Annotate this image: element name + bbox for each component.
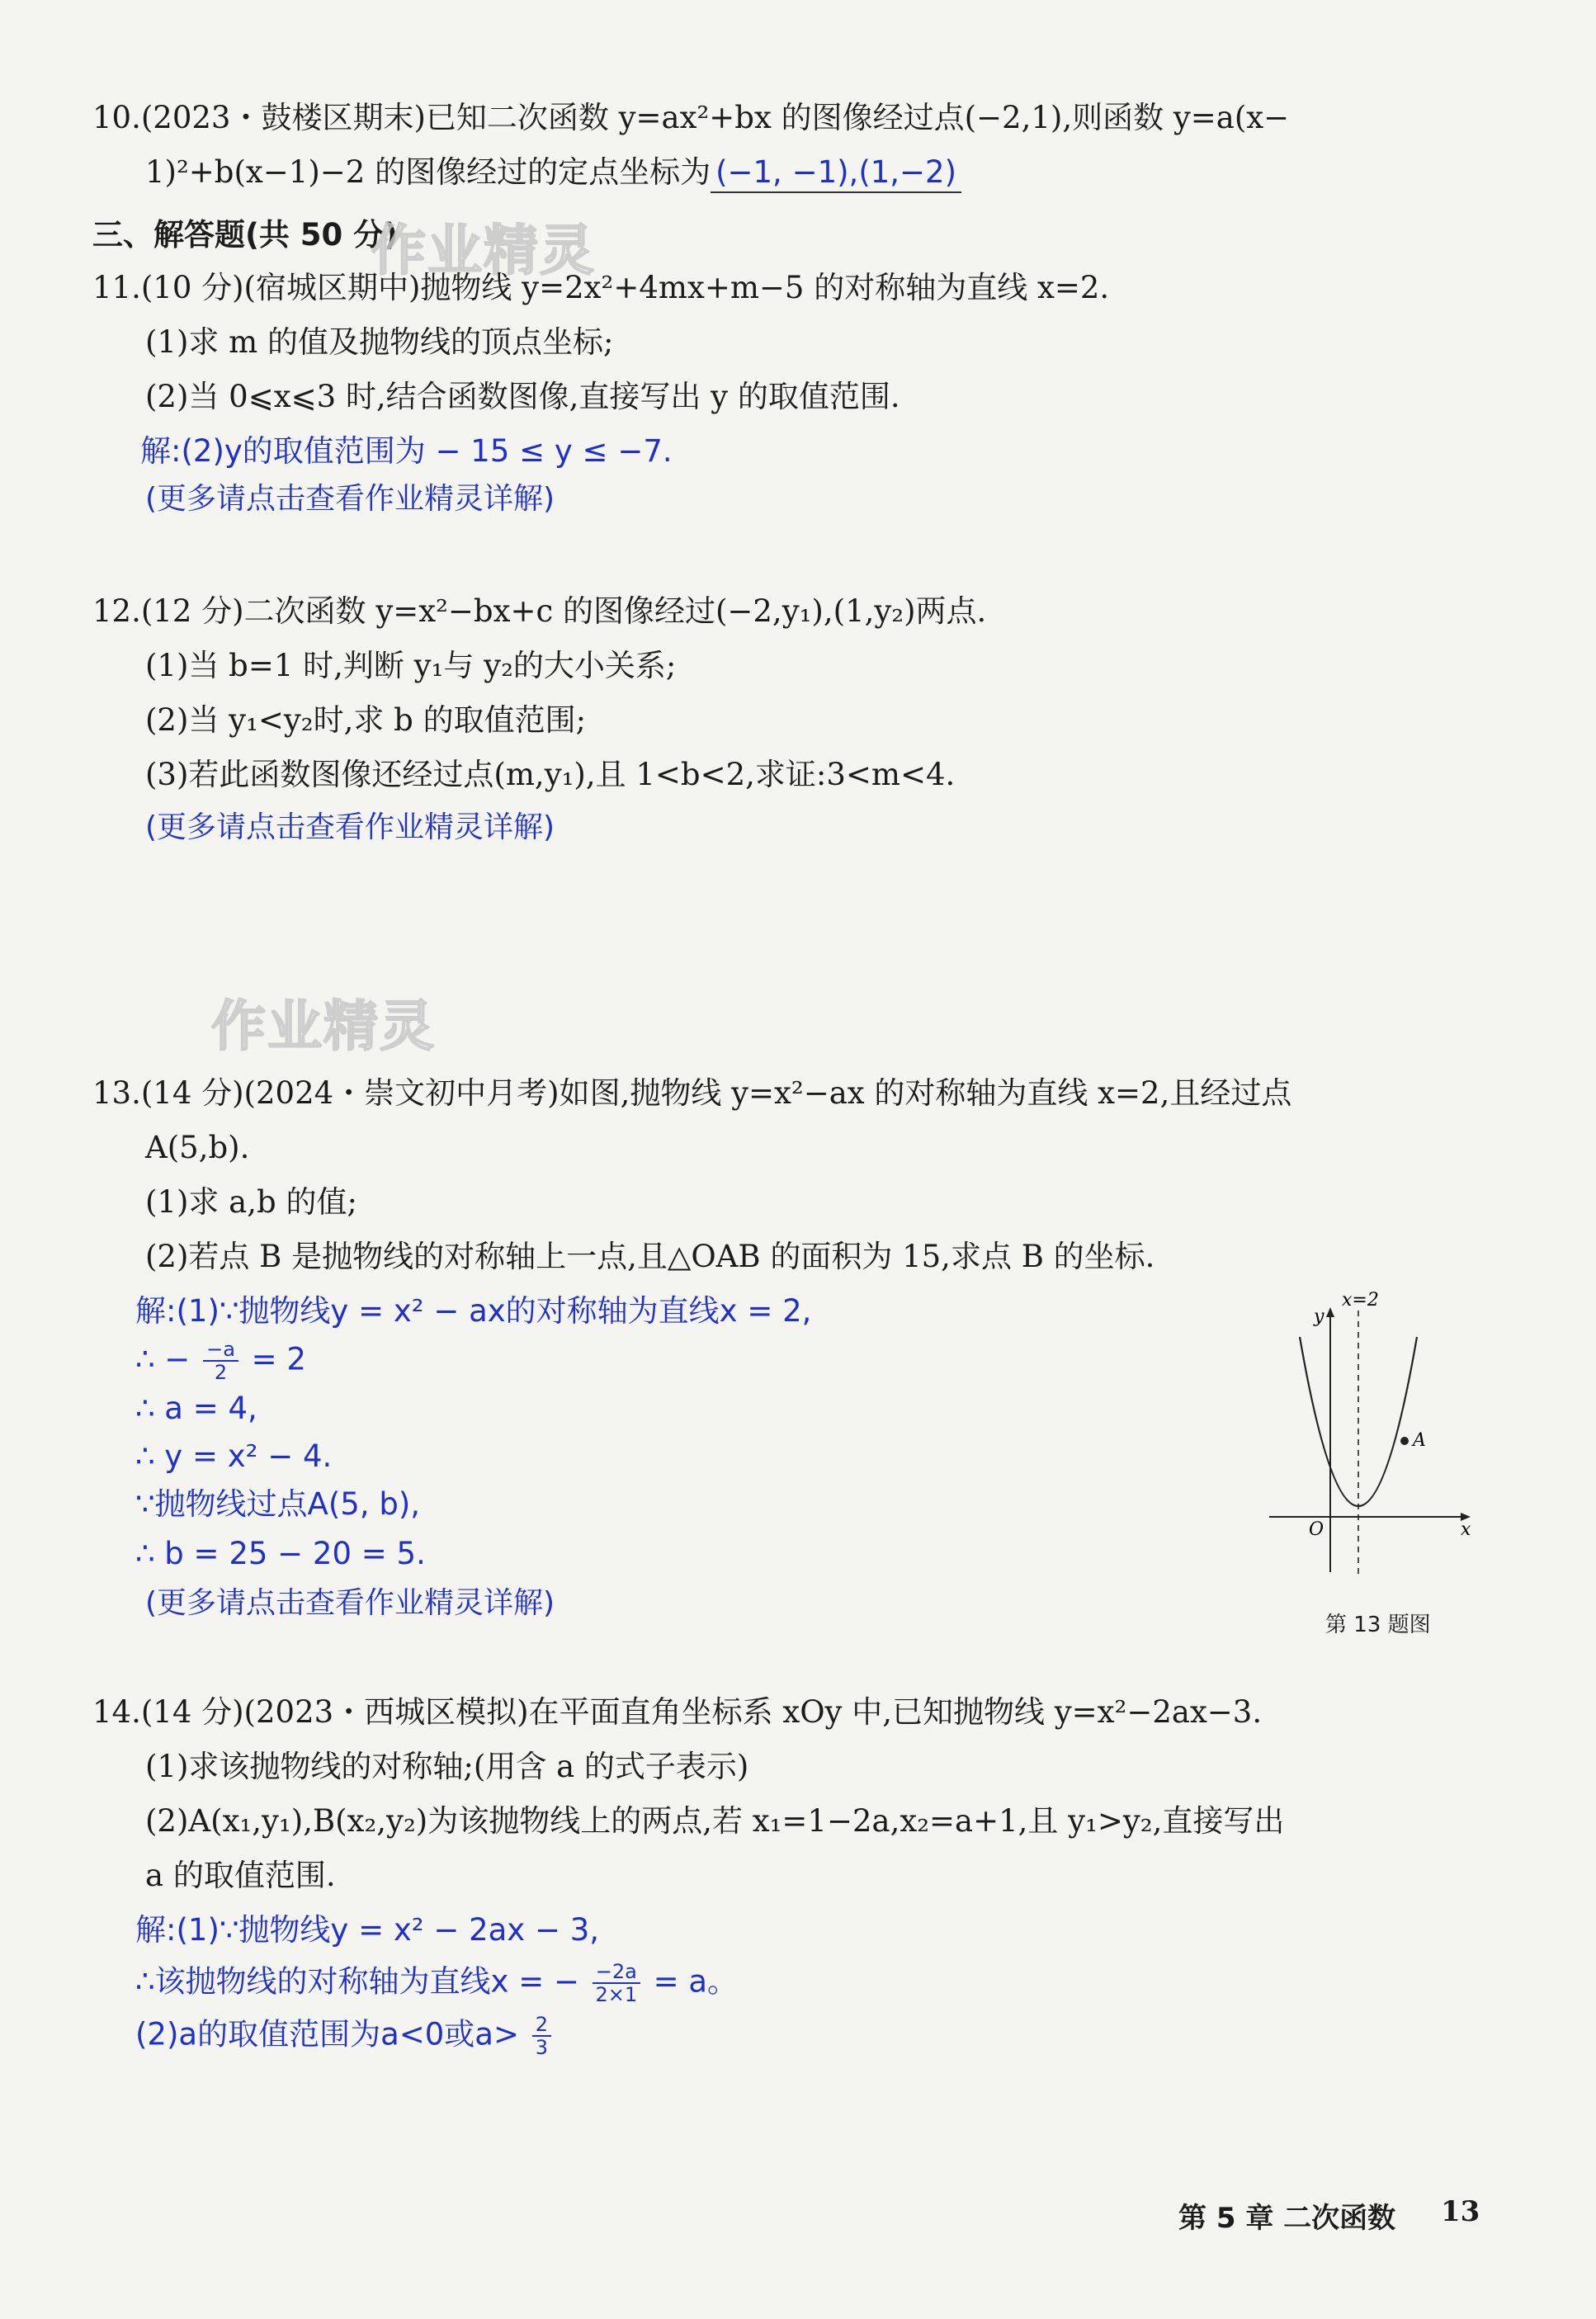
q14-answer-line2 [135, 1961, 738, 2005]
q13-answer-line4: ∴ y = x² − 4. [135, 1438, 333, 1474]
q13-ans2-suffix: = 2 [251, 1341, 306, 1377]
label-o: O [1309, 1519, 1324, 1540]
q12-part3: (3)若此函数图像还经过点(m,y₁),且 1<b<2,求证:3<m<4. [145, 757, 956, 792]
q10-answer: (−1, −1),(1,−2) [711, 153, 961, 193]
q13-fraction [203, 1339, 238, 1383]
q11-more-link[interactable]: (更多请点击查看作业精灵详解) [145, 482, 555, 516]
q13-more-link[interactable]: (更多请点击查看作业精灵详解) [145, 1586, 555, 1620]
q13-figure-caption: 第 13 题图 [1325, 1613, 1431, 1637]
point-a [1400, 1437, 1409, 1445]
watermark: 作业精灵 [371, 219, 596, 282]
q14-ans2-prefix: ∴该抛物线的对称轴为直线x = − [135, 1963, 579, 2000]
q13-part2: (2)若点 B 是抛物线的对称轴上一点,且△OAB 的面积为 15,求点 B 的坐标. [145, 1239, 1155, 1274]
q12-more-link[interactable]: (更多请点击查看作业精灵详解) [145, 810, 555, 844]
q14-fraction [593, 1961, 640, 2005]
q14-part1: (1)求该抛物线的对称轴;(用含 a 的式子表示) [145, 1749, 749, 1784]
q14-ans3-num: 2 [532, 2014, 551, 2037]
q13-answer-line6: ∴ b = 25 − 20 = 5. [135, 1536, 426, 1571]
q14-part2-line2: a 的取值范围. [145, 1858, 336, 1893]
q11-stem: 11.(10 分)(宿城区期中)抛物线 y=2x²+4mx+m−5 的对称轴为直线 x=2. [92, 270, 1110, 305]
q13-stem-line1: 13.(14 分)(2024・崇文初中月考)如图,抛物线 y=x²−ax 的对称轴为直线 x=2,且经过点 [92, 1075, 1292, 1111]
q13-fraction-den: 2 [214, 1361, 228, 1384]
q13-ans2-prefix: ∴ − [135, 1341, 191, 1377]
q14-ans3-den: 3 [535, 2036, 549, 2059]
q13-stem-line2: A(5,b). [145, 1130, 250, 1165]
q11-answer: 解:(2)y的取值范围为 − 15 ≤ y ≤ −7. [140, 433, 673, 469]
q12-part1: (1)当 b=1 时,判断 y₁与 y₂的大小关系; [145, 648, 677, 683]
label-x: x [1461, 1519, 1471, 1540]
q13-fraction-num: −a [203, 1339, 238, 1362]
label-a: A [1413, 1430, 1426, 1451]
q12-stem: 12.(12 分)二次函数 y=x²−bx+c 的图像经过(−2,y₁),(1,y₂)两点. [92, 593, 987, 629]
q14-fraction-num: −2a [593, 1961, 640, 1984]
q11-part1: (1)求 m 的值及抛物线的顶点坐标; [145, 324, 614, 360]
q13-answer-line2 [135, 1339, 306, 1383]
q14-ans3-prefix: (2)a的取值范围为a<0或a> [135, 2016, 519, 2052]
q13-answer-line3: ∴ a = 4, [135, 1391, 257, 1426]
q14-answer-line3 [135, 2014, 555, 2058]
page-number: 13 [1441, 2195, 1480, 2228]
q11-part2: (2)当 0⩽x⩽3 时,结合函数图像,直接写出 y 的取值范围. [145, 379, 900, 414]
q13-parabola-figure [1263, 1287, 1477, 1601]
q14-fraction-den: 2×1 [595, 1983, 638, 2006]
q14-answer-line1: 解:(1)∵抛物线y = x² − 2ax − 3, [135, 1912, 600, 1948]
q14-ans3-fraction [532, 2014, 551, 2058]
footer-chapter: 第 5 章 二次函数 [1178, 2202, 1396, 2235]
q14-part2-line1: (2)A(x₁,y₁),B(x₂,y₂)为该抛物线上的两点,若 x₁=1−2a,x₂=a+1,且 y₁>y₂,直接写出 [145, 1803, 1285, 1839]
q13-part1: (1)求 a,b 的值; [145, 1184, 357, 1220]
q10-line1: 10.(2023・鼓楼区期末)已知二次函数 y=ax²+bx 的图像经过点(−2,1),则函数 y=a(x− [92, 100, 1290, 135]
section-title: 三、解答题(共 50 分) [92, 217, 399, 253]
q14-stem: 14.(14 分)(2023・西城区模拟)在平面直角坐标系 xOy 中,已知抛物线 y=x²−2ax−3. [92, 1694, 1263, 1730]
label-y: y [1314, 1306, 1324, 1327]
q13-answer-line5: ∵抛物线过点A(5, b), [135, 1486, 421, 1522]
q14-ans2-suffix: = a。 [653, 1963, 739, 2000]
watermark: 作业精灵 [211, 994, 436, 1058]
q10-line2-text: 1)²+b(x−1)−2 的图像经过的定点坐标为 [145, 154, 711, 190]
q10-line2 [145, 153, 961, 193]
y-axis-arrow [1326, 1307, 1334, 1317]
q12-part2: (2)当 y₁<y₂时,求 b 的取值范围; [145, 702, 587, 738]
q13-answer-line1: 解:(1)∵抛物线y = x² − ax的对称轴为直线x = 2, [135, 1293, 812, 1329]
label-symmetry-axis: x=2 [1342, 1290, 1379, 1311]
